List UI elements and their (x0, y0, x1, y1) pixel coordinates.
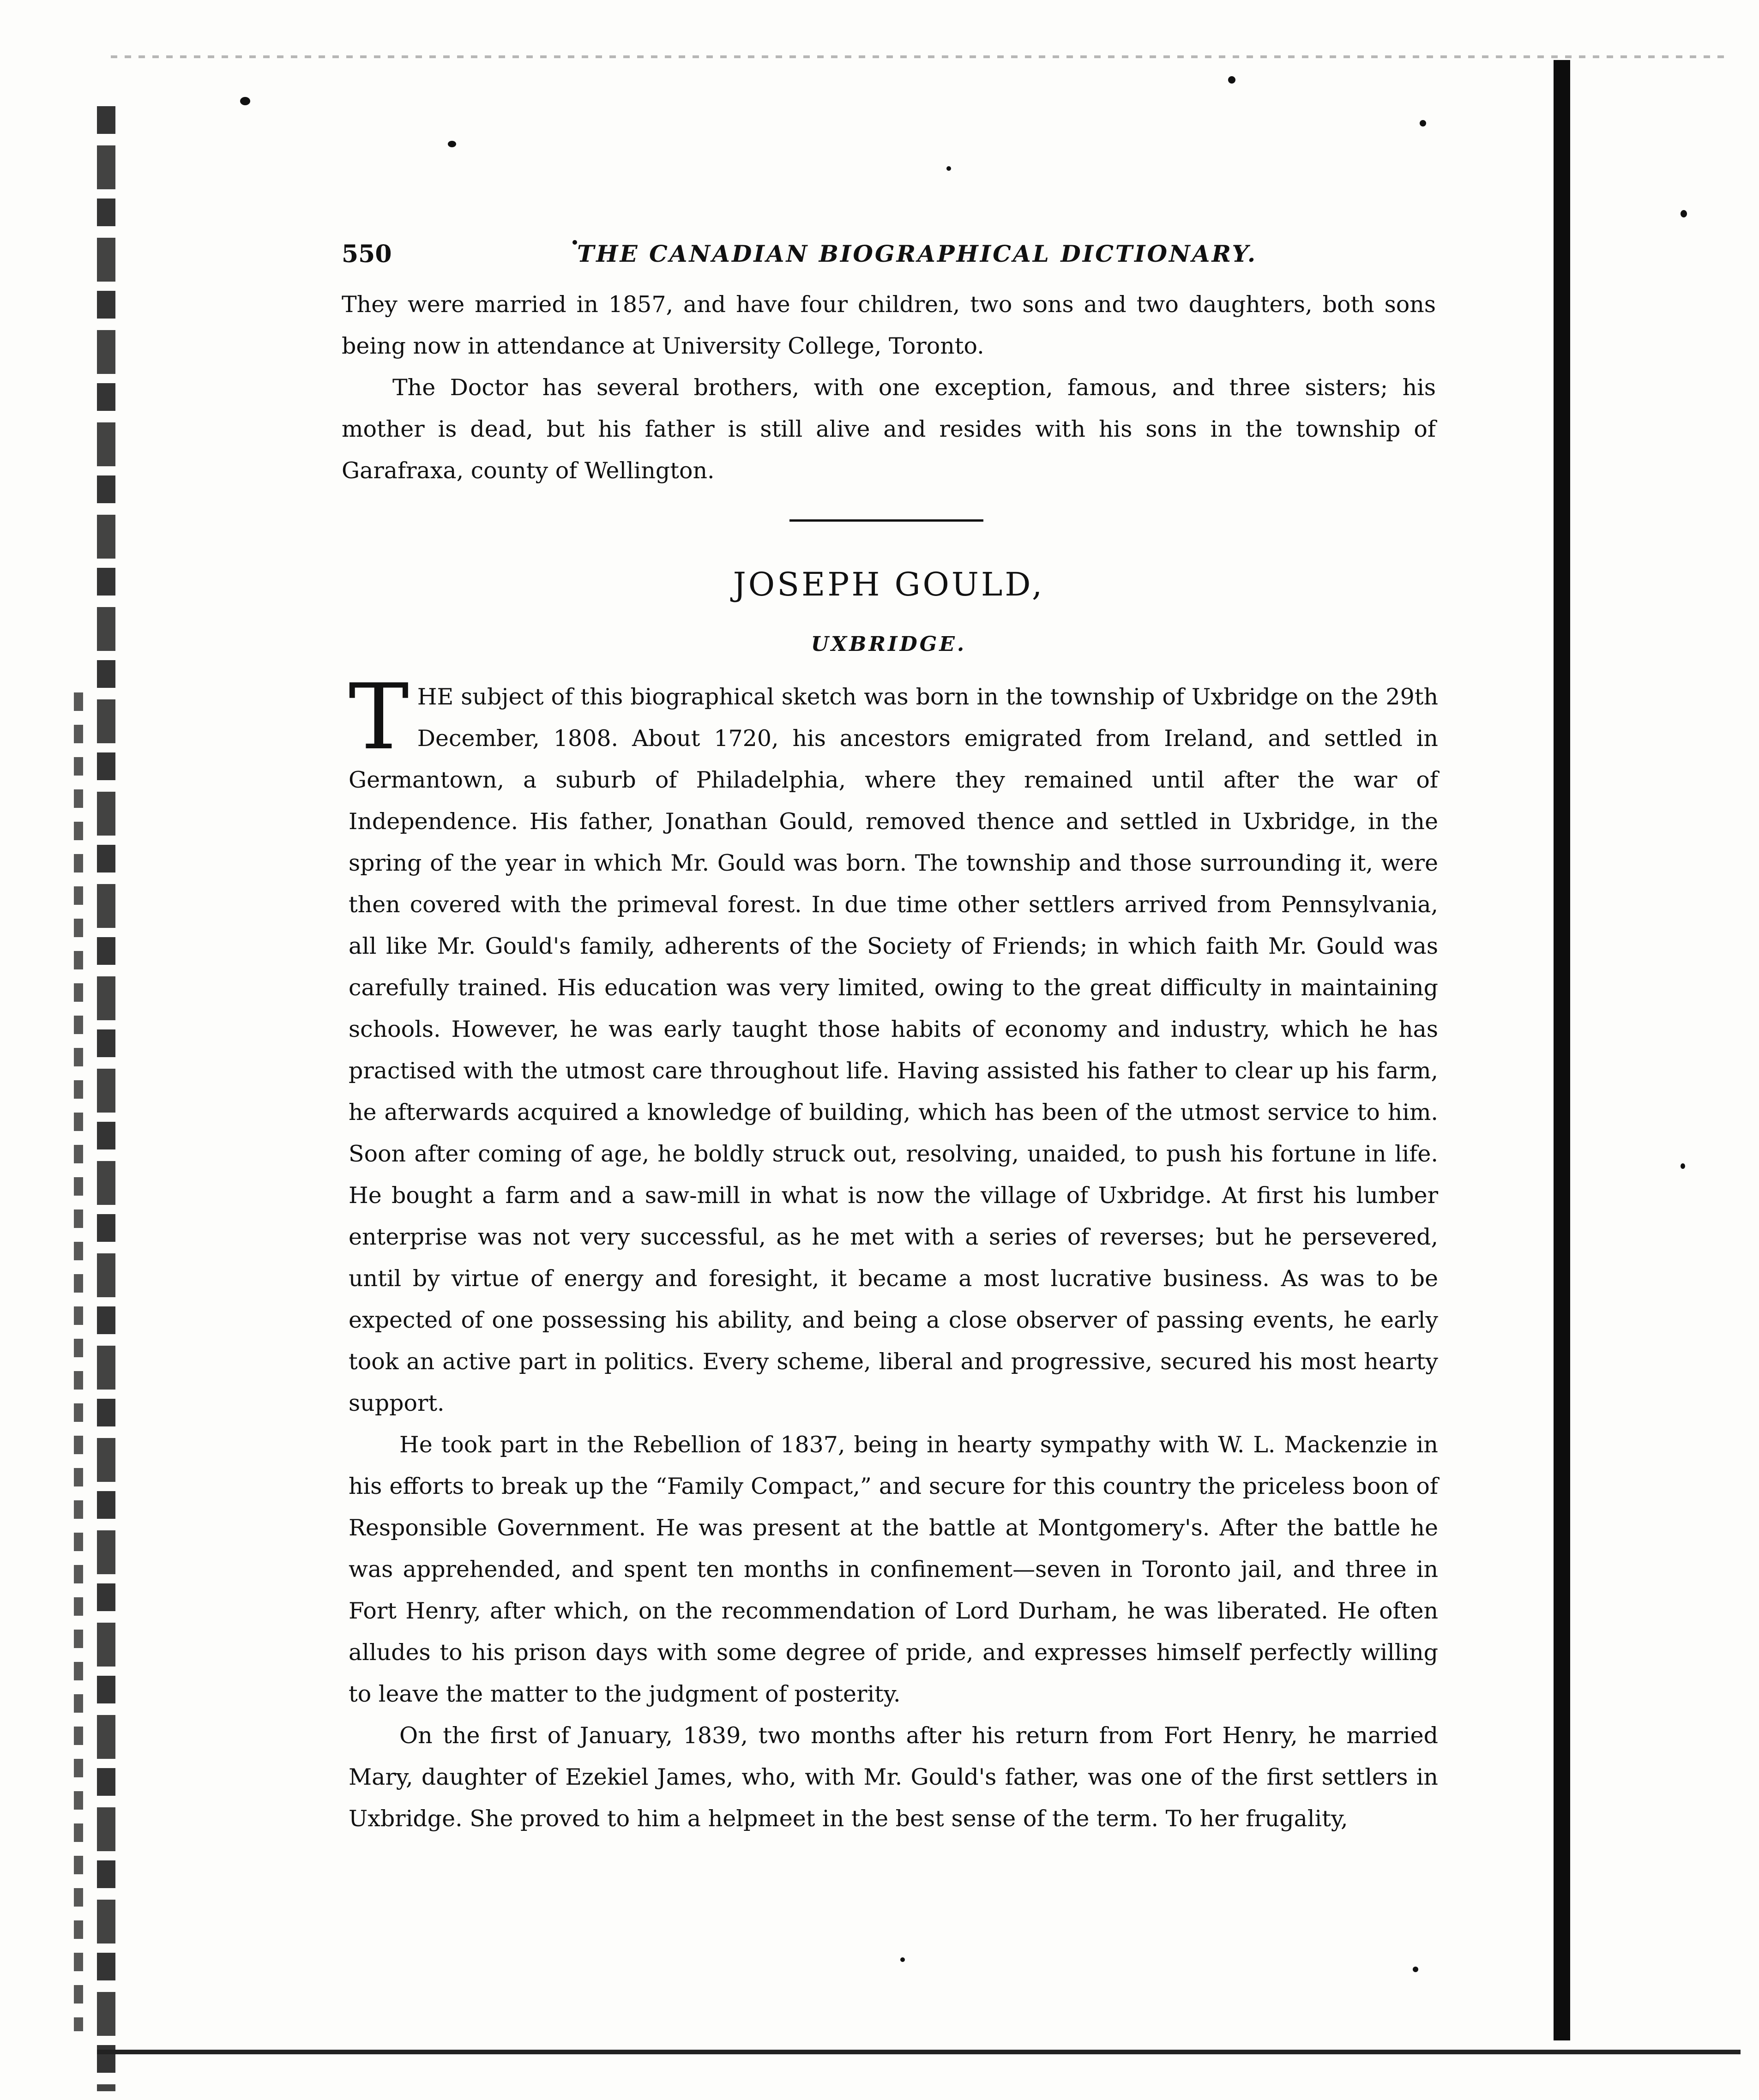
previous-entry-conclusion (342, 284, 1436, 492)
scan-speck (1420, 120, 1426, 126)
scan-speck (1228, 76, 1235, 84)
scan-edge-right (1554, 60, 1570, 2040)
paragraph-text: HE subject of this biographical sketch was born in the township of Uxbridge on the 29th December, 1808. About 1720, his ancestors emigrated from Ireland, and settled in Germantown, a suburb of Philadelphia, where they remained until after the war of Independence. His father, Jonathan Gould, removed thence and settled in Uxbridge, in the spring of the year in which Mr. Gould was born. The township and those surrounding it, were then covered with the primeval forest. In due time other settlers arrived from Pennsylvania, all like Mr. Gould's family, adherents of the Society of Friends; in which faith Mr. Gould was carefully trained. His education was very limited, owing to the great difficulty in maintaining schools. However, he was early taught those habits of economy and industry, which he has practised with the utmost care throughout life. Having assisted his father to clear up his farm, he afterwards acquired a knowledge of building, which has been of the utmost service to him. Soon after coming of age, he boldly struck out, resolving, unaided, to push his fortune in life. He bought a farm and a saw-mill in what is now the village of Uxbridge. At first his lumber enterprise was not very successful, as he met with a series of reverses; but he persevered, until by virtue of energy and foresight, it became a most lucrative business. As was to be expected of one possessing his ability, and being a close observer of passing events, he early took an active part in politics. Every scheme, liberal and progressive, secured his most hearty support. (349, 684, 1438, 1416)
drop-cap: T (349, 665, 409, 770)
paragraph: They were married in 1857, and have four children, two sons and two daughters, both sons being now in attendance at University College, Toronto. (342, 291, 1436, 359)
scan-speck (1413, 1967, 1418, 1972)
scan-edge-left (97, 106, 115, 2091)
scan-edge-left-inner (74, 692, 83, 2031)
entry-subheading: UXBRIDGE. (811, 632, 967, 656)
entry-heading: JOSEPH GOULD, (733, 566, 1045, 603)
page-number: 550 (342, 240, 392, 268)
scan-speck (1681, 210, 1687, 217)
scan-edge-top (111, 55, 1727, 58)
scan-speck (900, 1957, 905, 1962)
paragraph (349, 665, 1438, 1424)
paragraph: He took part in the Rebellion of 1837, being in hearty sympathy with W. L. Mackenzie in his efforts to break up the “Family Compact,” and secure for this country the priceless boon of Responsible Government. He was present at the battle at Montgomery's. After the battle he was apprehended, and spent ten months in confinement—seven in Toronto jail, and three in Fort Henry, after which, on the recommendation of Lord Durham, he was liberated. He often alludes to his prison days with some degree of pride, and expresses himself perfectly willing to leave the matter to the judgment of posterity. (349, 1432, 1438, 1707)
paragraph: On the first of January, 1839, two months after his return from Fort Henry, he married Mary, daughter of Ezekiel James, who, with Mr. Gould's father, was one of the first settlers in Uxbridge. She proved to him a helpmeet in the best sense of the term. To her frugality, (349, 1722, 1438, 1832)
running-title: THE CANADIAN BIOGRAPHICAL DICTIONARY. (577, 240, 1258, 267)
scan-speck (448, 141, 456, 147)
scan-speck (1681, 1163, 1685, 1169)
section-divider (789, 519, 983, 522)
scan-edge-bottom (97, 2050, 1741, 2054)
scan-speck (946, 166, 951, 171)
running-header (342, 240, 1473, 277)
paragraph: The Doctor has several brothers, with one exception, famous, and three sisters; his mother is dead, but his father is still alive and resides with his sons in the township of Garafraxa, county of Wellington. (342, 374, 1436, 484)
scan-speck (240, 97, 250, 105)
entry-body (349, 665, 1438, 1840)
